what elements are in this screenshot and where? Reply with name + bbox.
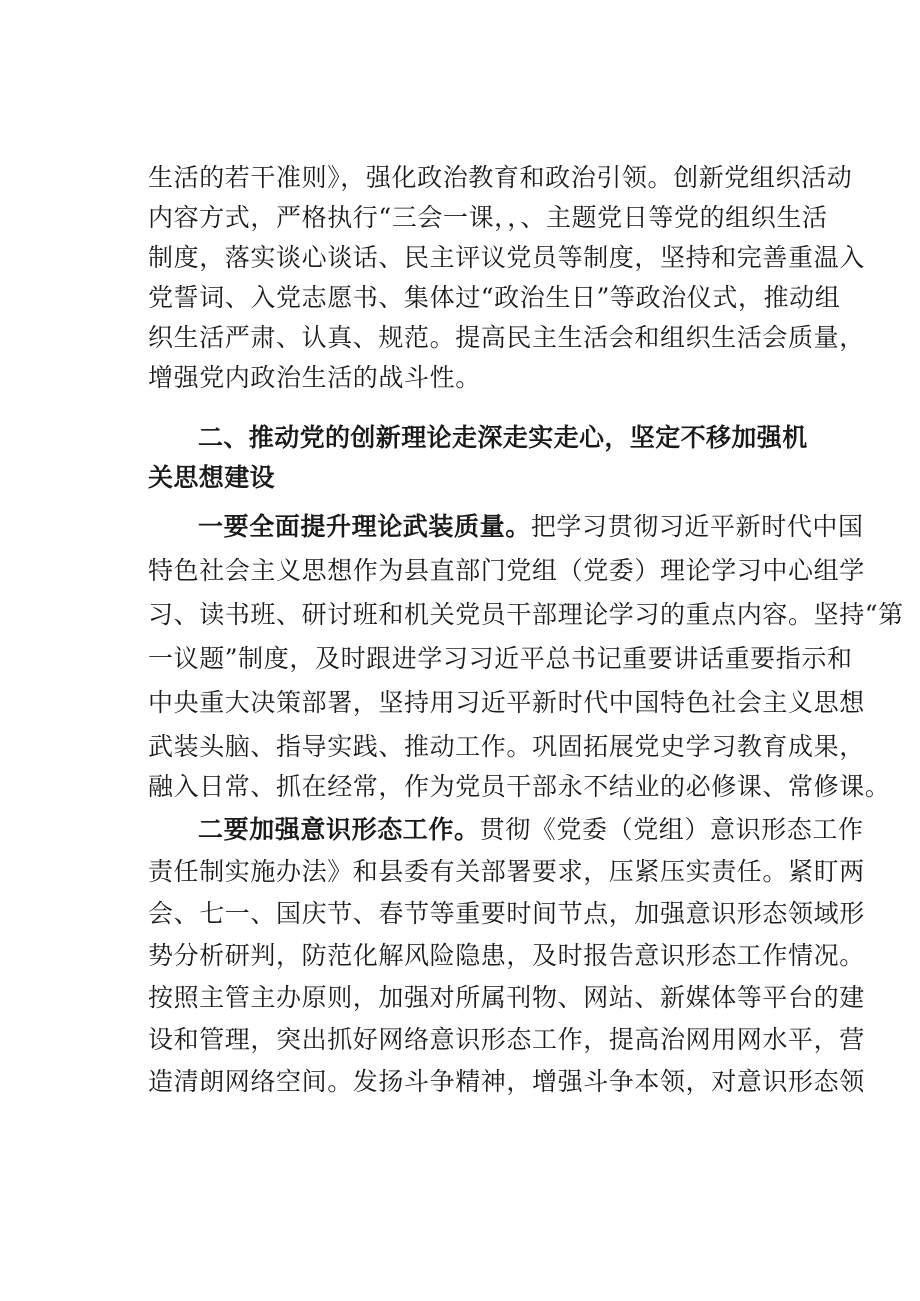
- paragraph-text: 贯彻《党委（党组）意识形态工作: [479, 815, 864, 844]
- body-line: 武装头脑、指导实践、推动工作。巩固拓展党史学习教育成果，: [148, 732, 865, 761]
- body-line: 中央重大决策部署，坚持用习近平新时代中国特色社会主义思想: [148, 688, 865, 717]
- section-heading: 二、推动党的创新理论走深走实走心，坚定不移加强机: [198, 423, 808, 452]
- body-line: 一议题”制度，及时跟进学习习近平总书记重要讲话重要指示和: [148, 644, 853, 673]
- body-line: 党誓词、入党志愿书、集体过“政治生日”等政治仪式，推动组: [148, 283, 841, 312]
- paragraph-lead: 一要全面提升理论武装质量。: [198, 512, 531, 541]
- body-line: 生活的若干准则》，强化政治教育和政治引领。创新党组织活动: [148, 163, 853, 192]
- body-line: 内容方式，严格执行“三会一课，，、主题党日等党的组织生活: [148, 203, 828, 232]
- body-line: 织生活严肃、认真、规范。提高民主生活会和组织生活会质量，: [148, 323, 865, 352]
- paragraph-lead: 二要加强意识形态工作。: [198, 815, 480, 844]
- body-line: 特色社会主义思想作为县直部门党组（党委）理论学习中心组学: [148, 556, 865, 585]
- paragraph-first-line: [198, 512, 864, 542]
- body-line: 势分析研判，防范化解风险隐患，及时报告意识形态工作情况。: [148, 941, 865, 970]
- paragraph-text: 把学习贯彻习近平新时代中国: [530, 512, 864, 541]
- body-line: 融入日常、抓在经常，作为党员干部永不结业的必修课、常修课。: [148, 772, 891, 801]
- body-line: 设和管理，突出抓好网络意识形态工作，提高治网用网水平，营: [148, 1025, 865, 1054]
- body-line: 造清朗网络空间。发扬斗争精神，增强斗争本领，对意识形态领: [148, 1067, 865, 1096]
- paragraph-first-line: [198, 815, 864, 845]
- body-line: 按照主管主办原则，加强对所属刊物、网站、新媒体等平台的建: [148, 983, 865, 1012]
- body-line: 增强党内政治生活的战斗性。: [148, 363, 481, 392]
- body-line: 会、七一、国庆节、春节等重要时间节点，加强意识形态领域形: [148, 899, 865, 928]
- body-line: 责任制实施办法》和县委有关部署要求，压紧压实责任。紧盯两: [148, 857, 865, 886]
- body-line: 制度，落实谈心谈话、民主评议党员等制度，坚持和完善重温入: [148, 243, 865, 272]
- body-line: 习、读书班、研讨班和机关党员干部理论学习的重点内容。坚持“第: [148, 600, 904, 629]
- section-heading: 关思想建设: [148, 463, 276, 492]
